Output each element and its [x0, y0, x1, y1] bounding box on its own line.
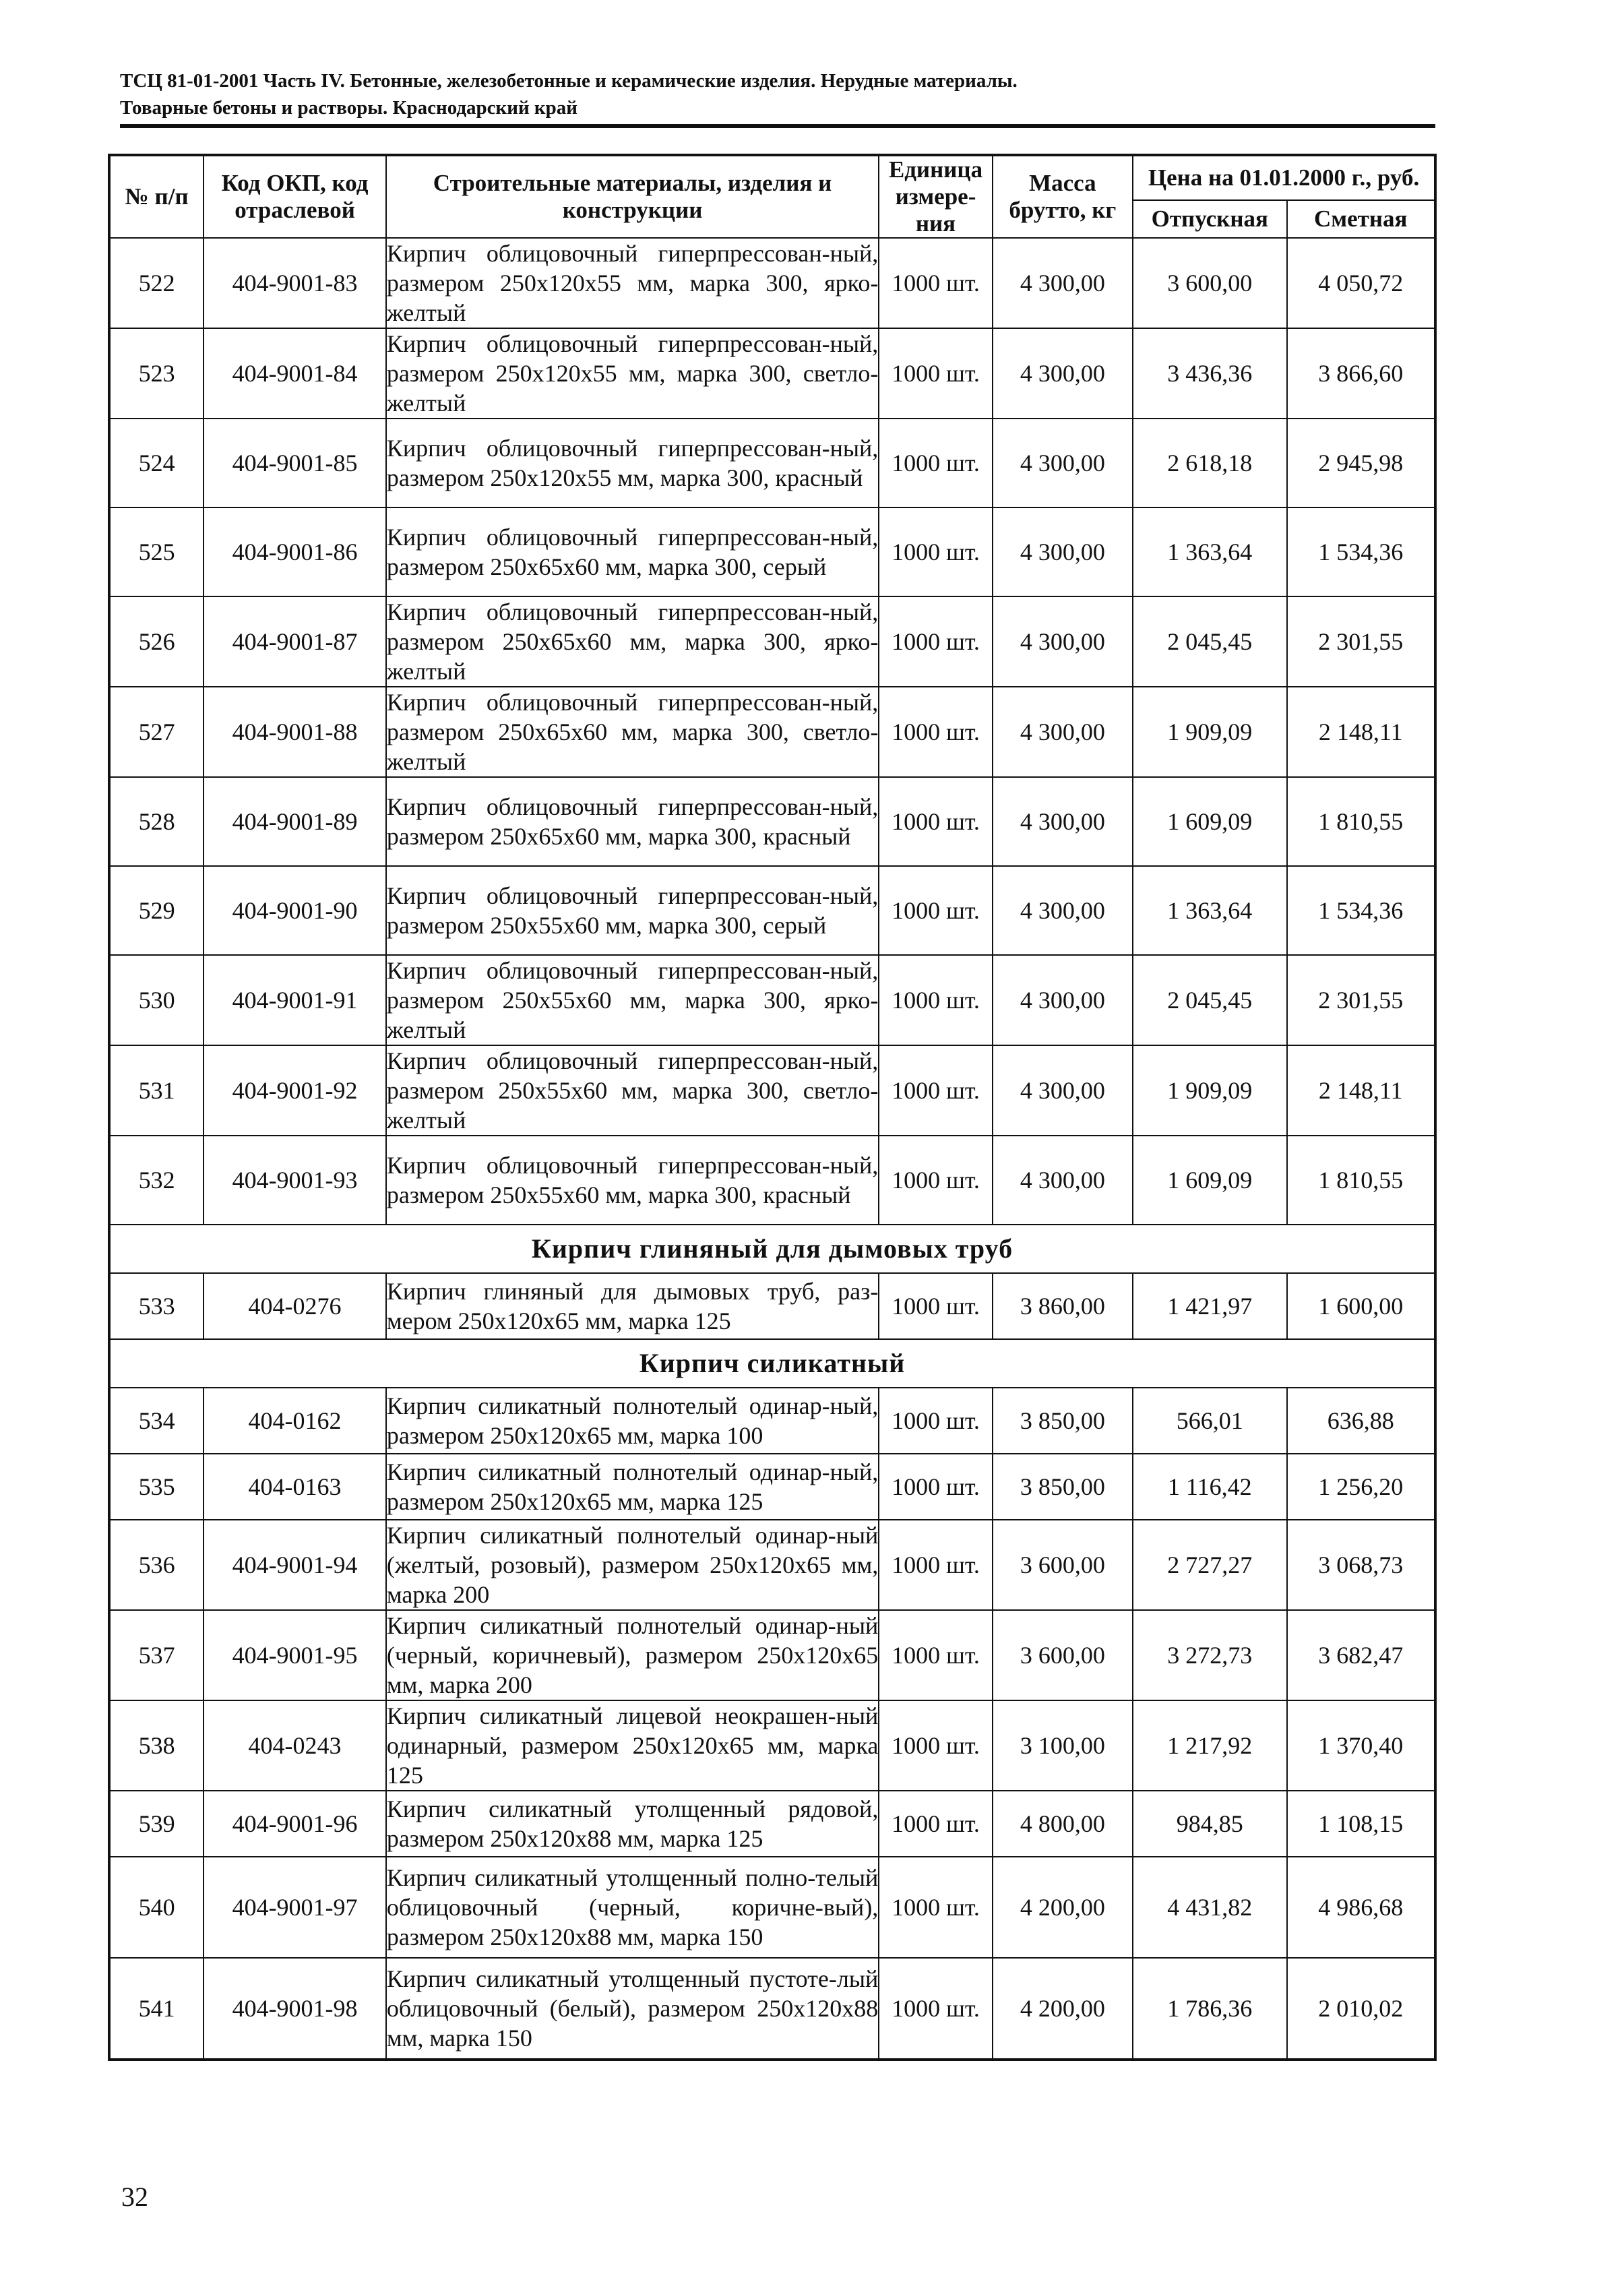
row-unit: 1000 шт. [879, 1700, 992, 1791]
row-price-release: 984,85 [1133, 1791, 1286, 1857]
row-num: 527 [109, 687, 204, 777]
row-price-estimate: 1 370,40 [1287, 1700, 1435, 1791]
row-mass: 4 300,00 [993, 866, 1133, 955]
row-code: 404-0163 [204, 1454, 386, 1520]
row-mass: 3 860,00 [993, 1273, 1133, 1339]
row-num: 536 [109, 1520, 204, 1610]
row-price-release: 1 217,92 [1133, 1700, 1286, 1791]
row-mass: 4 300,00 [993, 1136, 1133, 1225]
row-code: 404-9001-97 [204, 1857, 386, 1958]
row-unit: 1000 шт. [879, 1958, 992, 2060]
row-code: 404-9001-91 [204, 955, 386, 1045]
row-mass: 4 300,00 [993, 507, 1133, 596]
row-mass: 3 600,00 [993, 1520, 1133, 1610]
document-header [120, 67, 1427, 121]
row-num: 528 [109, 777, 204, 866]
row-price-estimate: 1 810,55 [1287, 1136, 1435, 1225]
row-desc: Кирпич силикатный полнотелый одинар-ный (желтый, розовый), размером 250x120x65 мм, марка 200 [386, 1520, 879, 1610]
row-price-release: 4 431,82 [1133, 1857, 1286, 1958]
row-num: 541 [109, 1958, 204, 2060]
section-heading-silicate: Кирпич силикатный [109, 1339, 1435, 1388]
row-num: 531 [109, 1045, 204, 1136]
row-unit: 1000 шт. [879, 328, 992, 419]
row-unit: 1000 шт. [879, 596, 992, 687]
col-header-price-estimate: Сметная [1287, 200, 1435, 238]
row-price-estimate: 2 010,02 [1287, 1958, 1435, 2060]
row-desc: Кирпич облицовочный гиперпрессован-ный, размером 250x65x60 мм, марка 300, светло-желтый [386, 687, 879, 777]
row-unit: 1000 шт. [879, 419, 992, 507]
row-price-release: 1 363,64 [1133, 866, 1286, 955]
row-price-estimate: 1 810,55 [1287, 777, 1435, 866]
row-unit: 1000 шт. [879, 507, 992, 596]
row-code: 404-9001-90 [204, 866, 386, 955]
table-row [109, 1857, 1435, 1958]
col-header-desc: Строительные материалы, изделия и конструкции [386, 155, 879, 238]
table-row [109, 777, 1435, 866]
row-unit: 1000 шт. [879, 1520, 992, 1610]
row-mass: 4 300,00 [993, 1045, 1133, 1136]
table-row [109, 687, 1435, 777]
row-price-release: 2 045,45 [1133, 955, 1286, 1045]
row-desc: Кирпич облицовочный гиперпрессован-ный, размером 250x120x55 мм, марка 300, ярко-желтый [386, 238, 879, 328]
row-code: 404-9001-95 [204, 1610, 386, 1700]
row-unit: 1000 шт. [879, 1273, 992, 1339]
table-row [109, 507, 1435, 596]
col-header-unit: Единица измере-ния [879, 155, 992, 238]
row-price-release: 566,01 [1133, 1388, 1286, 1454]
row-mass: 3 100,00 [993, 1700, 1133, 1791]
row-mass: 4 800,00 [993, 1791, 1133, 1857]
row-num: 530 [109, 955, 204, 1045]
col-header-price-group: Цена на 01.01.2000 г., руб. [1133, 155, 1435, 200]
row-desc: Кирпич глиняный для дымовых труб, раз-мером 250x120x65 мм, марка 125 [386, 1273, 879, 1339]
row-price-estimate: 1 534,36 [1287, 866, 1435, 955]
row-price-release: 1 909,09 [1133, 687, 1286, 777]
row-desc: Кирпич облицовочный гиперпрессован-ный, размером 250x65x60 мм, марка 300, серый [386, 507, 879, 596]
row-price-estimate: 2 301,55 [1287, 955, 1435, 1045]
row-price-estimate: 3 682,47 [1287, 1610, 1435, 1700]
row-price-release: 2 045,45 [1133, 596, 1286, 687]
row-mass: 3 850,00 [993, 1388, 1133, 1454]
row-mass: 3 600,00 [993, 1610, 1133, 1700]
row-desc: Кирпич облицовочный гиперпрессован-ный, размером 250x120x55 мм, марка 300, красный [386, 419, 879, 507]
row-desc: Кирпич силикатный полнотелый одинар-ный, размером 250x120x65 мм, марка 100 [386, 1388, 879, 1454]
row-mass: 4 300,00 [993, 596, 1133, 687]
row-desc: Кирпич облицовочный гиперпрессован-ный, размером 250x65x60 мм, марка 300, ярко-желтый [386, 596, 879, 687]
row-unit: 1000 шт. [879, 1791, 992, 1857]
row-code: 404-9001-87 [204, 596, 386, 687]
row-mass: 4 300,00 [993, 419, 1133, 507]
header-rule [120, 124, 1435, 128]
row-num: 526 [109, 596, 204, 687]
page-number: 32 [121, 2182, 148, 2212]
row-desc: Кирпич облицовочный гиперпрессован-ный, размером 250x55x60 мм, марка 300, красный [386, 1136, 879, 1225]
row-unit: 1000 шт. [879, 1454, 992, 1520]
row-code: 404-9001-88 [204, 687, 386, 777]
table-row [109, 1700, 1435, 1791]
row-num: 523 [109, 328, 204, 419]
row-mass: 4 300,00 [993, 777, 1133, 866]
row-price-release: 2 618,18 [1133, 419, 1286, 507]
row-code: 404-9001-92 [204, 1045, 386, 1136]
row-num: 538 [109, 1700, 204, 1791]
row-mass: 4 300,00 [993, 955, 1133, 1045]
row-price-estimate: 3 068,73 [1287, 1520, 1435, 1610]
row-unit: 1000 шт. [879, 866, 992, 955]
row-mass: 4 200,00 [993, 1857, 1133, 1958]
row-desc: Кирпич силикатный утолщенный рядовой, размером 250x120x88 мм, марка 125 [386, 1791, 879, 1857]
row-desc: Кирпич силикатный полнотелый одинар-ный, размером 250x120x65 мм, марка 125 [386, 1454, 879, 1520]
row-num: 524 [109, 419, 204, 507]
row-desc: Кирпич облицовочный гиперпрессован-ный, размером 250x55x60 мм, марка 300, серый [386, 866, 879, 955]
row-unit: 1000 шт. [879, 687, 992, 777]
row-desc: Кирпич облицовочный гиперпрессован-ный, размером 250x55x60 мм, марка 300, светло-желтый [386, 1045, 879, 1136]
table-row [109, 1273, 1435, 1339]
row-price-estimate: 1 534,36 [1287, 507, 1435, 596]
row-code: 404-9001-93 [204, 1136, 386, 1225]
row-price-release: 1 609,09 [1133, 777, 1286, 866]
row-code: 404-9001-83 [204, 238, 386, 328]
row-num: 537 [109, 1610, 204, 1700]
row-price-release: 3 600,00 [1133, 238, 1286, 328]
row-price-release: 1 909,09 [1133, 1045, 1286, 1136]
row-num: 534 [109, 1388, 204, 1454]
row-price-release: 2 727,27 [1133, 1520, 1286, 1610]
row-price-release: 1 421,97 [1133, 1273, 1286, 1339]
row-price-release: 1 786,36 [1133, 1958, 1286, 2060]
section-heading-chimney: Кирпич глиняный для дымовых труб [109, 1225, 1435, 1273]
row-num: 535 [109, 1454, 204, 1520]
table-row [109, 238, 1435, 328]
row-unit: 1000 шт. [879, 777, 992, 866]
col-header-code: Код ОКП, код отраслевой [204, 155, 386, 238]
row-code: 404-9001-84 [204, 328, 386, 419]
row-price-estimate: 3 866,60 [1287, 328, 1435, 419]
row-desc: Кирпич облицовочный гиперпрессован-ный, размером 250x120x55 мм, марка 300, светло-желтый [386, 328, 879, 419]
row-num: 522 [109, 238, 204, 328]
table-row [109, 1610, 1435, 1700]
row-unit: 1000 шт. [879, 1610, 992, 1700]
row-desc: Кирпич силикатный утолщенный полно-телый облицовочный (черный, коричне-вый), размером 250x120x88 мм, марка 150 [386, 1857, 879, 1958]
row-code: 404-0276 [204, 1273, 386, 1339]
table-row [109, 1388, 1435, 1454]
row-code: 404-9001-85 [204, 419, 386, 507]
table-row [109, 1791, 1435, 1857]
row-mass: 4 200,00 [993, 1958, 1133, 2060]
col-header-price-release: Отпускная [1133, 200, 1286, 238]
row-mass: 4 300,00 [993, 687, 1133, 777]
price-table [108, 154, 1437, 2061]
row-price-estimate: 1 600,00 [1287, 1273, 1435, 1339]
table-row [109, 1958, 1435, 2060]
row-desc: Кирпич силикатный полнотелый одинар-ный (черный, коричневый), размером 250x120x65 мм, марка 200 [386, 1610, 879, 1700]
table-row [109, 596, 1435, 687]
row-mass: 4 300,00 [993, 238, 1133, 328]
row-code: 404-9001-89 [204, 777, 386, 866]
row-price-release: 3 272,73 [1133, 1610, 1286, 1700]
col-header-num: № п/п [109, 155, 204, 238]
row-price-release: 3 436,36 [1133, 328, 1286, 419]
row-price-estimate: 2 148,11 [1287, 1045, 1435, 1136]
row-num: 540 [109, 1857, 204, 1958]
row-price-estimate: 1 256,20 [1287, 1454, 1435, 1520]
row-price-estimate: 2 945,98 [1287, 419, 1435, 507]
row-mass: 3 850,00 [993, 1454, 1133, 1520]
row-desc: Кирпич облицовочный гиперпрессован-ный, размером 250x65x60 мм, марка 300, красный [386, 777, 879, 866]
table-row [109, 866, 1435, 955]
row-code: 404-0162 [204, 1388, 386, 1454]
row-price-estimate: 4 050,72 [1287, 238, 1435, 328]
table-row [109, 1045, 1435, 1136]
row-desc: Кирпич силикатный лицевой неокрашен-ный одинарный, размером 250x120x65 мм, марка 125 [386, 1700, 879, 1791]
row-unit: 1000 шт. [879, 955, 992, 1045]
row-code: 404-9001-86 [204, 507, 386, 596]
row-num: 532 [109, 1136, 204, 1225]
row-code: 404-9001-96 [204, 1791, 386, 1857]
row-code: 404-9001-94 [204, 1520, 386, 1610]
table-row [109, 1136, 1435, 1225]
row-mass: 4 300,00 [993, 328, 1133, 419]
row-num: 525 [109, 507, 204, 596]
row-unit: 1000 шт. [879, 1136, 992, 1225]
row-price-estimate: 636,88 [1287, 1388, 1435, 1454]
row-num: 529 [109, 866, 204, 955]
section-row [109, 1339, 1435, 1388]
table-row [109, 328, 1435, 419]
row-price-estimate: 1 108,15 [1287, 1791, 1435, 1857]
row-price-release: 1 363,64 [1133, 507, 1286, 596]
header-line-2: Товарные бетоны и растворы. Краснодарский край [120, 97, 577, 119]
table-row [109, 955, 1435, 1045]
row-num: 533 [109, 1273, 204, 1339]
row-unit: 1000 шт. [879, 1857, 992, 1958]
row-unit: 1000 шт. [879, 1388, 992, 1454]
row-desc: Кирпич облицовочный гиперпрессован-ный, размером 250x55x60 мм, марка 300, ярко-желтый [386, 955, 879, 1045]
table-row [109, 419, 1435, 507]
row-code: 404-0243 [204, 1700, 386, 1791]
row-price-estimate: 2 148,11 [1287, 687, 1435, 777]
row-code: 404-9001-98 [204, 1958, 386, 2060]
row-price-estimate: 4 986,68 [1287, 1857, 1435, 1958]
row-price-release: 1 116,42 [1133, 1454, 1286, 1520]
row-desc: Кирпич силикатный утолщенный пустоте-лый облицовочный (белый), размером 250x120x88 мм, марка 150 [386, 1958, 879, 2060]
row-num: 539 [109, 1791, 204, 1857]
row-unit: 1000 шт. [879, 1045, 992, 1136]
table-row [109, 1520, 1435, 1610]
col-header-mass: Масса брутто, кг [993, 155, 1133, 238]
header-line-1: ТСЦ 81-01-2001 Часть IV. Бетонные, железобетонные и керамические изделия. Нерудные материалы. [120, 70, 1018, 92]
row-price-release: 1 609,09 [1133, 1136, 1286, 1225]
row-price-estimate: 2 301,55 [1287, 596, 1435, 687]
section-row [109, 1225, 1435, 1273]
row-unit: 1000 шт. [879, 238, 992, 328]
table-row [109, 1454, 1435, 1520]
